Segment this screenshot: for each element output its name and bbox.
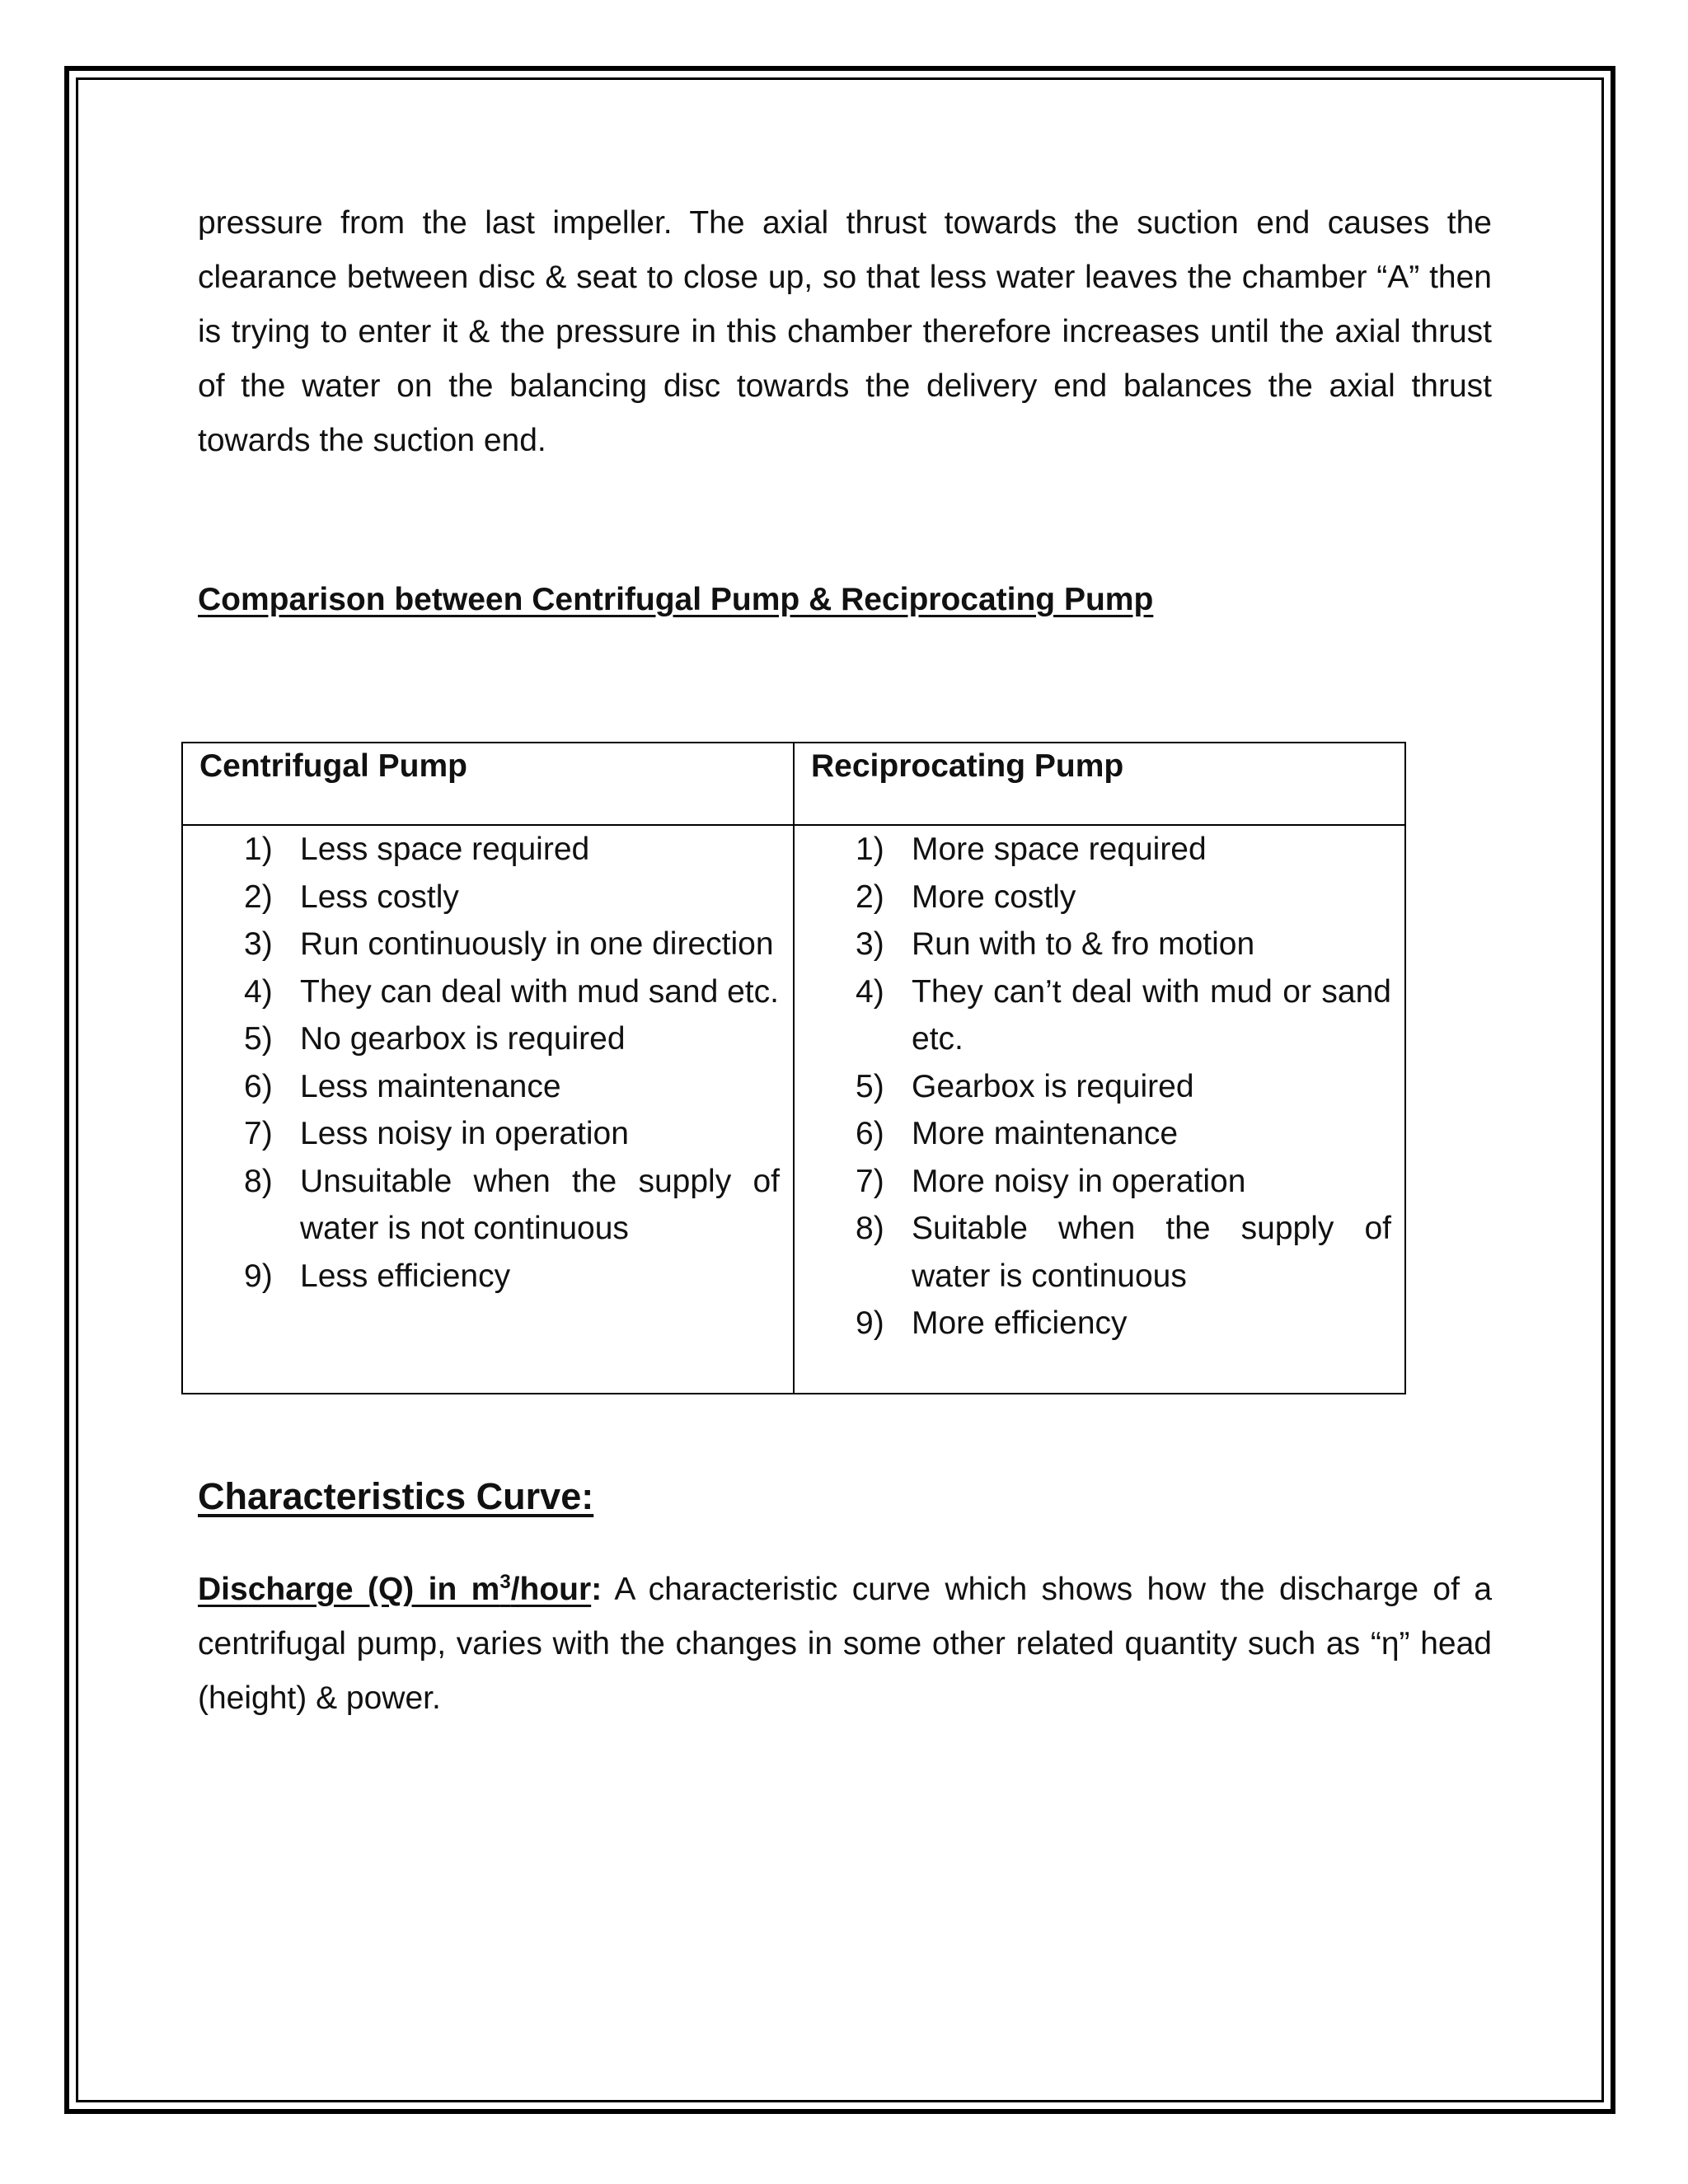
list-item	[795, 921, 1404, 968]
list-item-text: More costly	[912, 879, 1076, 915]
list-item	[183, 1015, 793, 1063]
list-item-number: 9)	[856, 1305, 884, 1341]
list-item-number: 7)	[244, 1116, 273, 1151]
reciprocating-list	[795, 826, 1404, 1347]
list-item	[183, 826, 793, 874]
list-item	[795, 1063, 1404, 1111]
list-item-number: 2)	[244, 879, 273, 915]
list-item-text: Suitable when the supply of water is continuous	[912, 1211, 1391, 1294]
discharge-label-sup: 3	[499, 1571, 511, 1593]
centrifugal-list	[183, 826, 793, 1300]
list-item	[183, 1063, 793, 1111]
discharge-label-post: /hour	[510, 1572, 592, 1607]
list-item-text: More space required	[912, 832, 1207, 867]
list-item-number: 9)	[244, 1258, 273, 1294]
comparison-title: Comparison between Centrifugal Pump & Reciprocating Pump	[198, 582, 1154, 617]
discharge-label-pre: Discharge (Q) in m	[198, 1572, 500, 1607]
list-item-number: 6)	[244, 1068, 273, 1104]
list-item	[183, 921, 793, 968]
intro-paragraph: pressure from the last impeller. The axial thrust towards the suction end causes the clearance between disc & seat to close up, so that less water leaves the chamber “A” then is trying to enter it & the pressure in this chamber therefore increases until the axial thrust of the water on the balancing disc towards the delivery end balances the axial thrust towards the suction end.	[198, 205, 1492, 458]
list-item-number: 7)	[856, 1163, 884, 1199]
header-reciprocating-pump: Reciprocating Pump	[794, 743, 1405, 825]
list-item-text: No gearbox is required	[300, 1021, 626, 1057]
list-item-text: More maintenance	[912, 1116, 1179, 1151]
reciprocating-cell	[794, 825, 1405, 1394]
list-item	[183, 1253, 793, 1301]
comparison-table	[181, 742, 1406, 1394]
list-item-text: Less space required	[300, 832, 590, 867]
list-item-text: Run with to & fro motion	[912, 926, 1255, 962]
list-item-number: 3)	[244, 926, 273, 962]
list-item	[795, 968, 1404, 1063]
list-item-text: More noisy in operation	[912, 1163, 1246, 1199]
discharge-label	[198, 1572, 591, 1607]
characteristics-title: Characteristics Curve:	[198, 1475, 594, 1517]
list-item-number: 6)	[856, 1116, 884, 1151]
list-item	[183, 874, 793, 921]
list-item-number: 8)	[856, 1211, 884, 1246]
list-item-text: Less costly	[300, 879, 459, 915]
list-item	[183, 1110, 793, 1158]
discharge-text: A characteristic curve which shows how the discharge of a centrifugal pump, varies with the changes in some other related quantity such as “η” head (height) & power.	[198, 1572, 1493, 1716]
list-item-text: Less noisy in operation	[300, 1116, 629, 1151]
list-item-number: 2)	[856, 879, 884, 915]
list-item-number: 4)	[244, 973, 273, 1010]
discharge-colon: :	[591, 1572, 603, 1607]
list-item-number: 5)	[856, 1068, 884, 1104]
list-item	[795, 826, 1404, 874]
list-item	[795, 1110, 1404, 1158]
list-item-text: Unsuitable when the supply of water is not continuous	[300, 1163, 780, 1246]
discharge-paragraph	[198, 1563, 1492, 1726]
list-item	[183, 1158, 793, 1253]
list-item-text: They can’t deal with mud or sand etc.	[912, 973, 1391, 1057]
list-item	[183, 968, 793, 1016]
list-item	[795, 1300, 1404, 1347]
centrifugal-cell	[182, 825, 794, 1394]
list-item-number: 8)	[244, 1163, 273, 1199]
list-item-text: More efficiency	[912, 1305, 1128, 1341]
list-item-number: 1)	[244, 832, 273, 867]
list-item-number: 1)	[856, 832, 884, 867]
list-item	[795, 1205, 1404, 1300]
list-item-text: Less efficiency	[300, 1258, 511, 1294]
list-item-text: Less maintenance	[300, 1068, 561, 1104]
list-item-text: They can deal with mud sand etc.	[300, 973, 779, 1010]
list-item-number: 4)	[856, 973, 884, 1010]
list-item	[795, 1158, 1404, 1206]
list-item-text: Gearbox is required	[912, 1068, 1194, 1104]
list-item-number: 3)	[856, 926, 884, 962]
list-item-number: 5)	[244, 1021, 273, 1057]
header-centrifugal-pump: Centrifugal Pump	[182, 743, 794, 825]
list-item-text: Run continuously in one direction	[300, 926, 774, 962]
list-item	[795, 874, 1404, 921]
